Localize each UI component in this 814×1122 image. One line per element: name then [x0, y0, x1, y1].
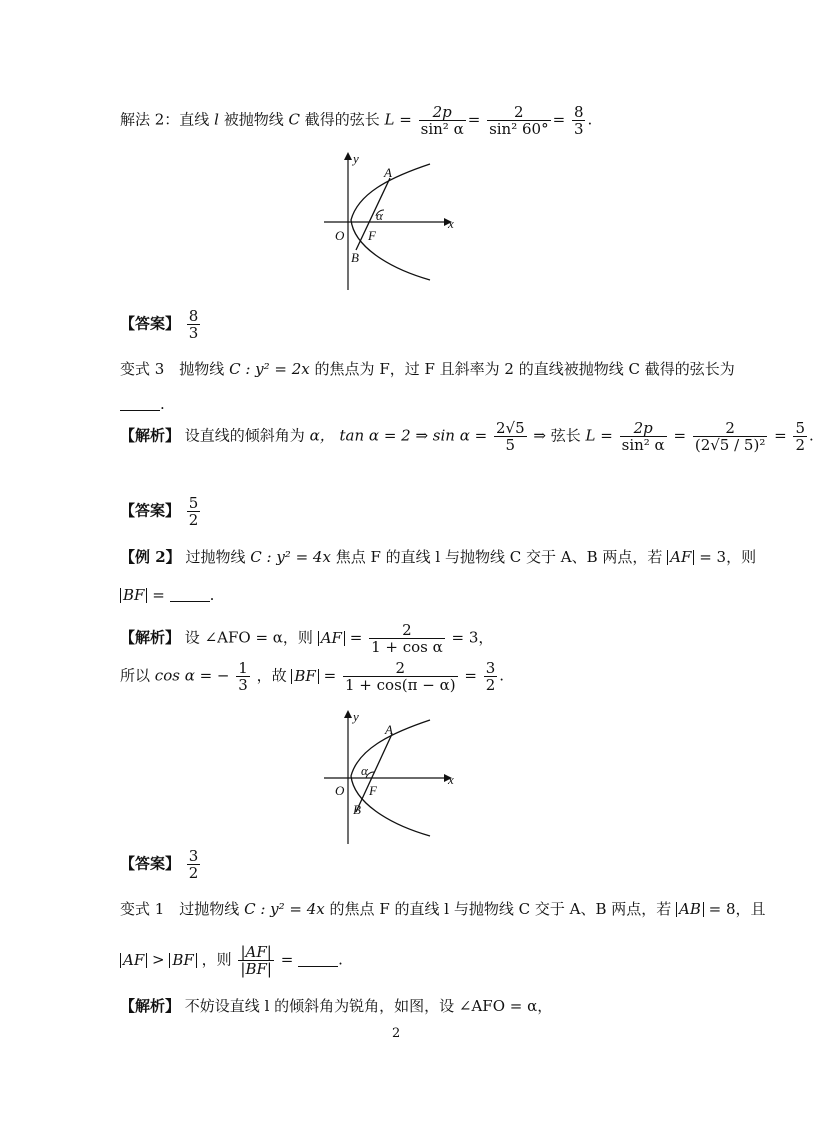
answer-example-2: 【答案】 $\frac{3}{2}$: [120, 847, 199, 882]
y-axis-label: y: [353, 709, 359, 724]
answer-1: 【答案】 $\frac{8}{3}$: [120, 307, 199, 342]
fraction: $\frac{2}{\text{sin² 60°}}$: [489, 103, 549, 138]
y-axis-label: y: [353, 151, 359, 166]
variant-1-solution: 【解析】 不妨设直线 l 的倾斜角为锐角，如图，设 ∠AFO = α，: [120, 997, 553, 1015]
point-b-label: B: [351, 250, 359, 265]
parabola-figure-2: [318, 708, 468, 848]
point-a-label: A: [385, 722, 393, 737]
x-axis-label: x: [448, 772, 454, 787]
page-number: 2: [392, 1026, 401, 1041]
variant-3-solution: 【解析】 设直线的倾斜角为 α， tan α = 2 ⇒ sin α = $\frac{2√5}{5}$ ⇒ 弦长 L = $\frac{2p}{\text{sin² α}}$ = $\frac{2}{\text{(2√5 / 5)²}}$ = $\frac{5}{2}$ .: [120, 419, 814, 454]
solution2-line: 解法 2：直线 l 被抛物线 C 截得的弦长 L = $\frac{2p}{\text{sin² α}}$ = $\frac{2}{\text{sin² 60°}}$ = $\frac{8}{3}$ .: [120, 103, 593, 138]
angle-alpha-label: α: [361, 763, 368, 778]
variant-1-blank: AF > BF ，则 $\frac{|AF|}{|BF|}$ = .: [120, 944, 343, 977]
variant-3-blank: .: [120, 395, 165, 413]
fraction: $\frac{8}{3}$: [573, 103, 584, 138]
fraction: $\frac{2p}{\text{sin² α}}$: [420, 103, 464, 138]
answer-3: 【答案】 $\frac{5}{2}$: [120, 494, 199, 529]
example-2-solution-line1: 【解析】 设 ∠AFO = α，则 AF = $\frac{2}{\text{1 + cos α}}$ = 3，: [120, 621, 494, 656]
focus-label: F: [368, 228, 376, 243]
point-b-label: B: [353, 802, 361, 817]
example-2-question: 【例 2】 过抛物线 C : y² = 4x 焦点 F 的直线 l 与抛物线 C 交于 A、B 两点，若 AF = 3，则: [120, 548, 757, 566]
variant-3-question: 变式 3 抛物线 C : y² = 2x 的焦点为 F，过 F 且斜率为 2 的直线被抛物线 C 截得的弦长为: [120, 360, 735, 378]
point-a-label: A: [384, 165, 392, 180]
example-2-blank: BF = .: [120, 586, 214, 604]
example-2-solution-line2: 所以 cos α = − $\frac{1}{3}$ ，故 BF = $\frac{2}{1 + \cos(\pi - \alpha)}$ = $\frac{3}{2}$ .: [120, 659, 505, 694]
focus-label: F: [369, 783, 377, 798]
origin-label: O: [335, 783, 345, 798]
x-axis-label: x: [448, 216, 454, 231]
parabola-figure-1: [318, 150, 468, 300]
angle-alpha-label: α: [376, 208, 383, 223]
origin-label: O: [335, 228, 345, 243]
variant-1-question: 变式 1 过抛物线 C : y² = 4x 的焦点 F 的直线 l 与抛物线 C 交于 A、B 两点，若 AB = 8，且: [120, 900, 766, 918]
